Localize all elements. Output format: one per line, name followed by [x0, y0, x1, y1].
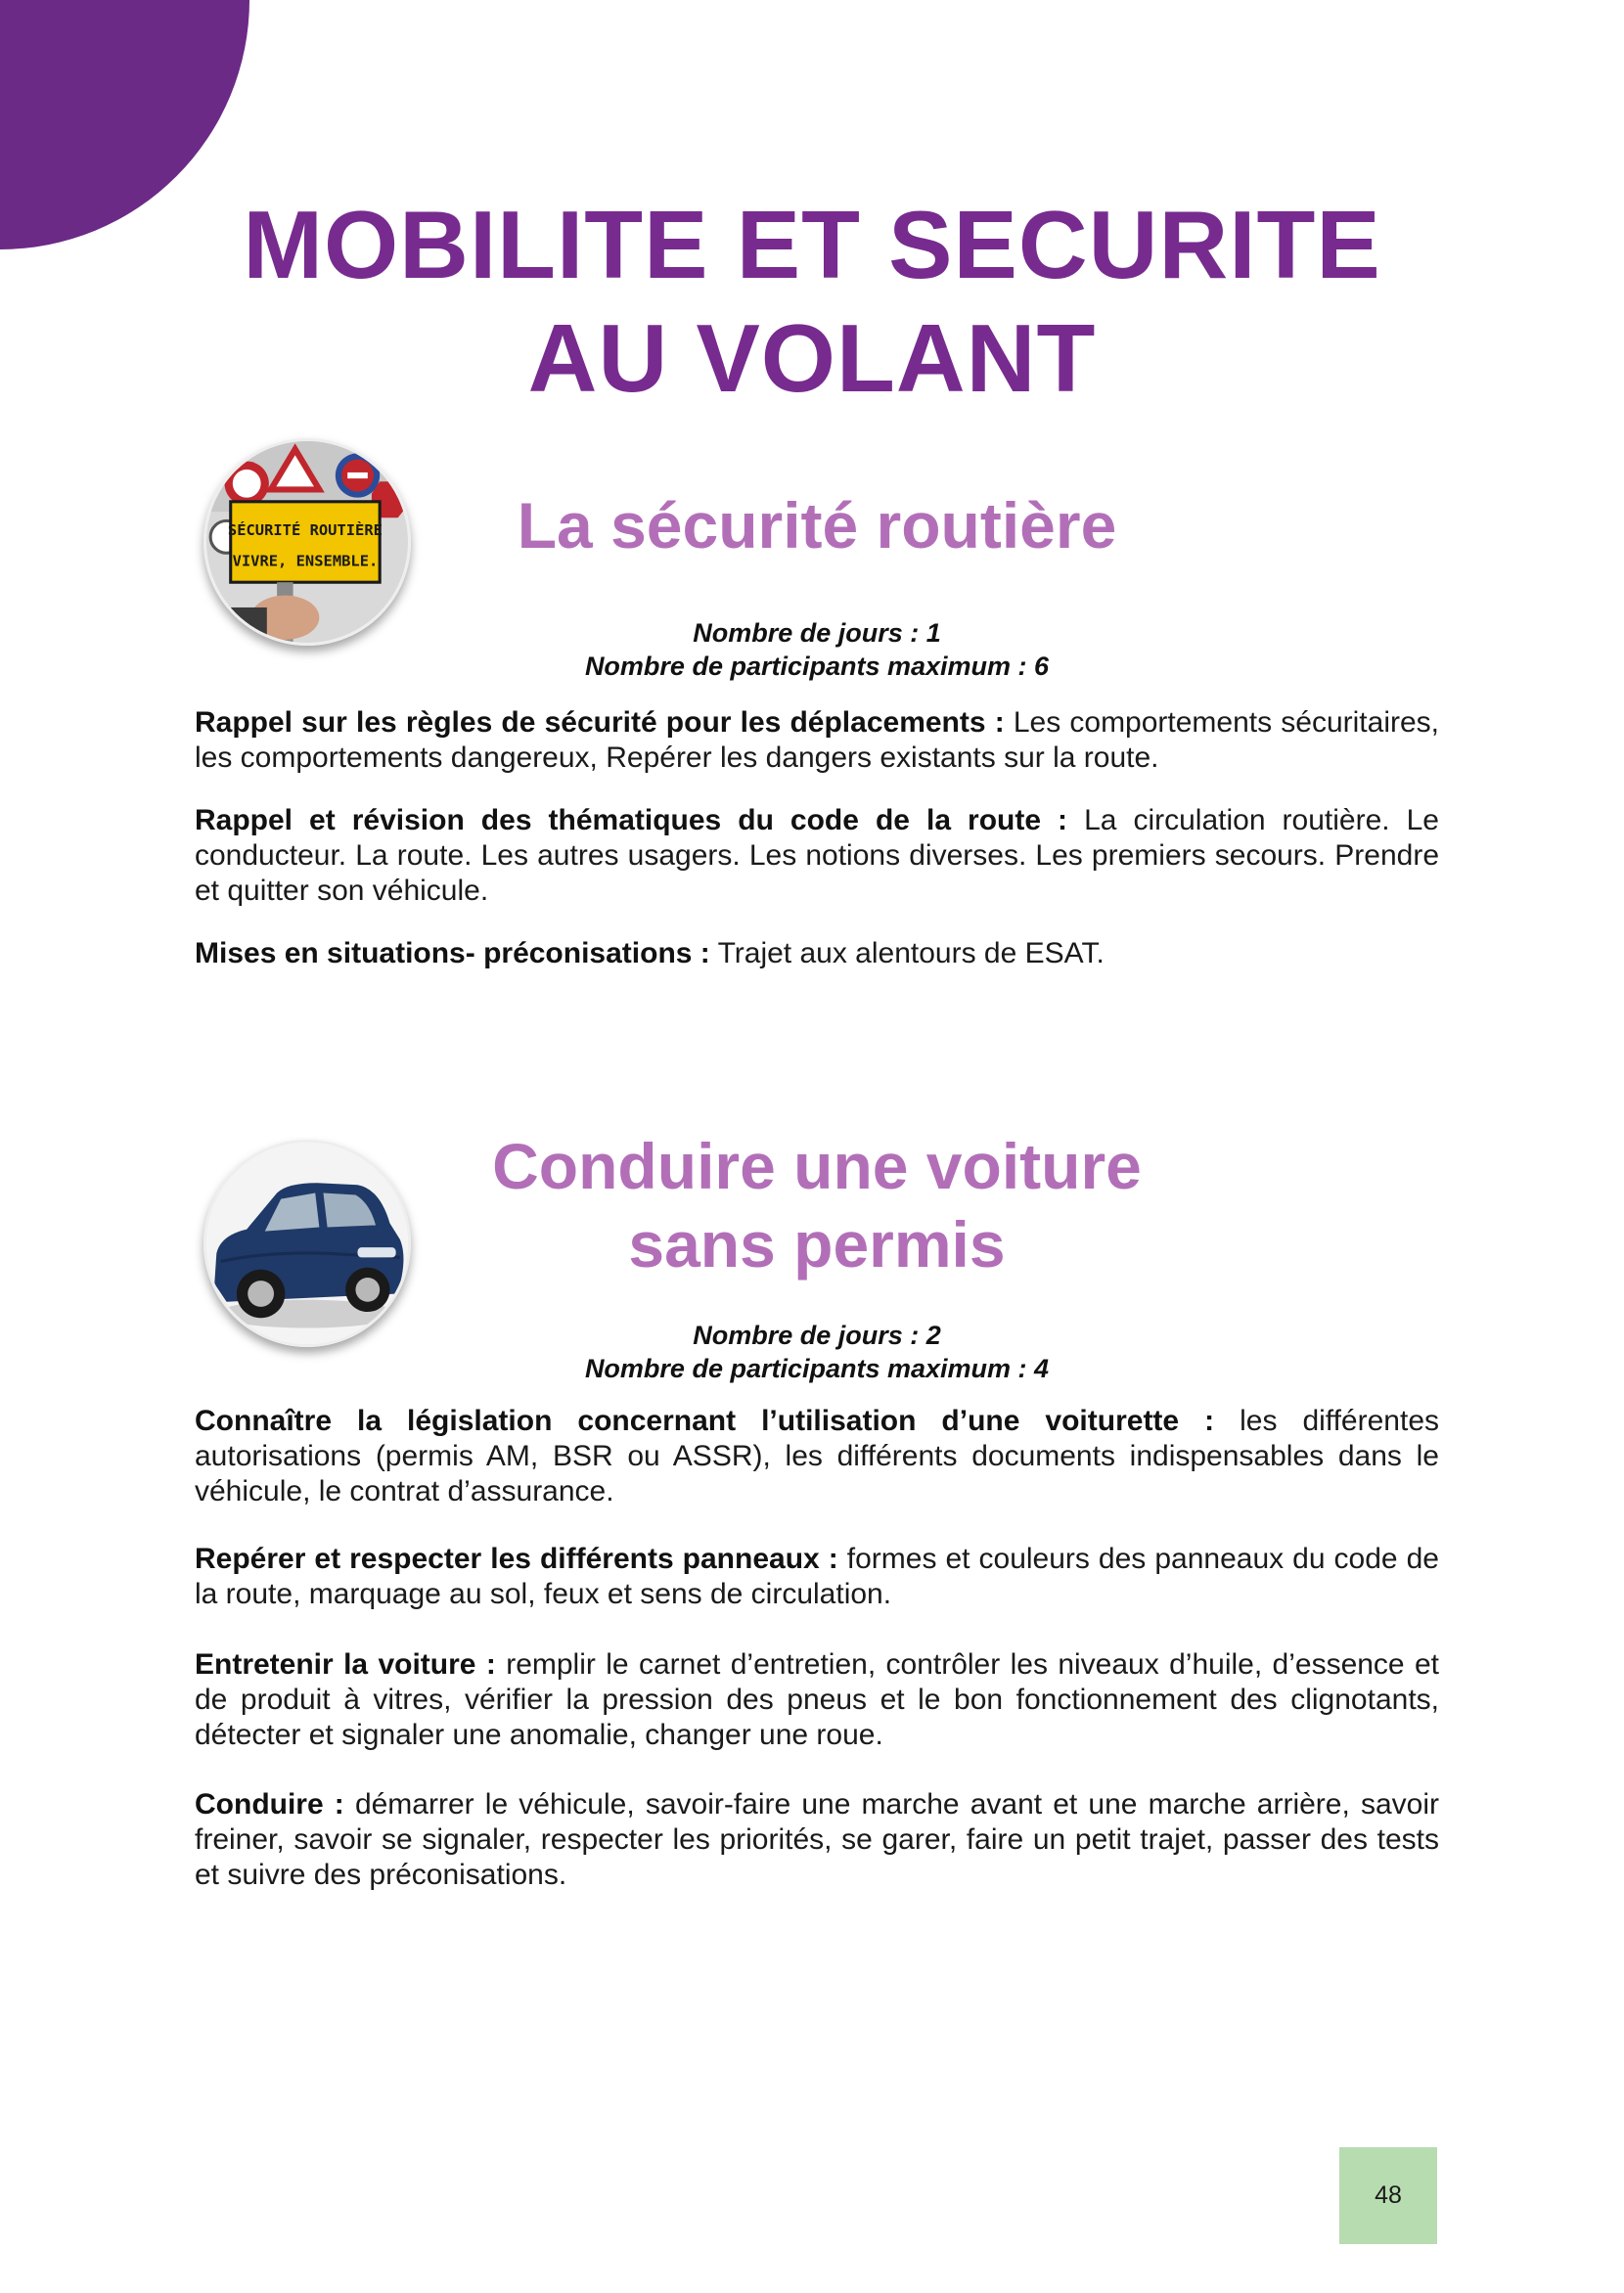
section-1-paragraph-1	[195, 705, 1439, 776]
section-2-title-line-2: sans permis	[628, 1208, 1006, 1281]
page-title	[0, 188, 1624, 415]
page-title-line-2: AU VOLANT	[527, 304, 1097, 412]
section-1-title-line: La sécurité routière	[517, 489, 1117, 562]
page-title-line-1: MOBILITE ET SECURITE	[243, 191, 1381, 298]
paragraph-label: Entretenir la voiture :	[195, 1648, 496, 1681]
paragraph-text: Trajet aux alentours de ESAT.	[709, 937, 1105, 969]
section-2-paragraph-2	[195, 1542, 1439, 1612]
section-2-days: Nombre de jours : 2	[693, 1321, 941, 1350]
section-1-paragraph-3	[195, 936, 1439, 971]
paragraph-label: Rappel et révision des thématiques du code de la route :	[195, 804, 1068, 836]
paragraph-label: Repérer et respecter les différents panneaux :	[195, 1543, 838, 1575]
paragraph-text: remplir le carnet d’entretien, contrôler les niveaux d’huile, d’essence et de produit à vitres, vérifier la pression des pneus et le bon fonctionnement des clignotants, détecter et signaler une anomalie, changer une roue.	[195, 1648, 1440, 1751]
section-2-paragraph-4	[195, 1787, 1439, 1893]
paragraph-text: La circulation routière. Le conducteur. La route. Les autres usagers. Les notions diverses. Les premiers secours. Prendre et quitter son véhicule.	[195, 804, 1439, 907]
section-1-days: Nombre de jours : 1	[693, 618, 941, 648]
paragraph-label: Mises en situations- préconisations :	[195, 937, 710, 969]
section-2-meta	[323, 1319, 1311, 1385]
sign-text-line-2: VIVRE, ENSEMBLE.	[232, 552, 379, 570]
paragraph-label: Rappel sur les règles de sécurité pour les déplacements :	[195, 706, 1005, 739]
paragraph-label: Conduire :	[195, 1788, 344, 1821]
paragraph-text: Les comportements sécuritaires, les comportements dangereux, Repérer les dangers existants sur la route.	[195, 706, 1440, 774]
section-1-participants: Nombre de participants maximum : 6	[584, 652, 1050, 681]
section-2-title	[323, 1127, 1311, 1283]
page-number: 48	[1339, 2147, 1437, 2244]
section-1-title	[323, 486, 1311, 564]
section-1-paragraph-2	[195, 803, 1439, 909]
section-2-title-line-1: Conduire une voiture	[492, 1130, 1142, 1202]
section-2-participants: Nombre de participants maximum : 4	[584, 1354, 1050, 1383]
paragraph-text: formes et couleurs des panneaux du code de la route, marquage au sol, feux et sens de circulation.	[195, 1543, 1439, 1610]
paragraph-text: démarrer le véhicule, savoir-faire une marche avant et une marche arrière, savoir freiner, savoir se signaler, respecter les priorités, se garer, faire un petit trajet, passer des tests et suivre des préconisations.	[195, 1788, 1439, 1891]
section-2-paragraph-1	[195, 1404, 1439, 1509]
section-2-paragraph-3	[195, 1647, 1439, 1753]
paragraph-text: les différentes autorisations (permis AM, BSR ou ASSR), les différents documents indispensables dans le véhicule, le contrat d’assurance.	[195, 1405, 1439, 1507]
sign-text-line-1: SÉCURITÉ ROUTIÈRE	[227, 520, 383, 539]
section-1-meta	[323, 616, 1311, 683]
paragraph-label: Connaître la législation concernant l’utilisation d’une voiturette :	[195, 1405, 1215, 1437]
